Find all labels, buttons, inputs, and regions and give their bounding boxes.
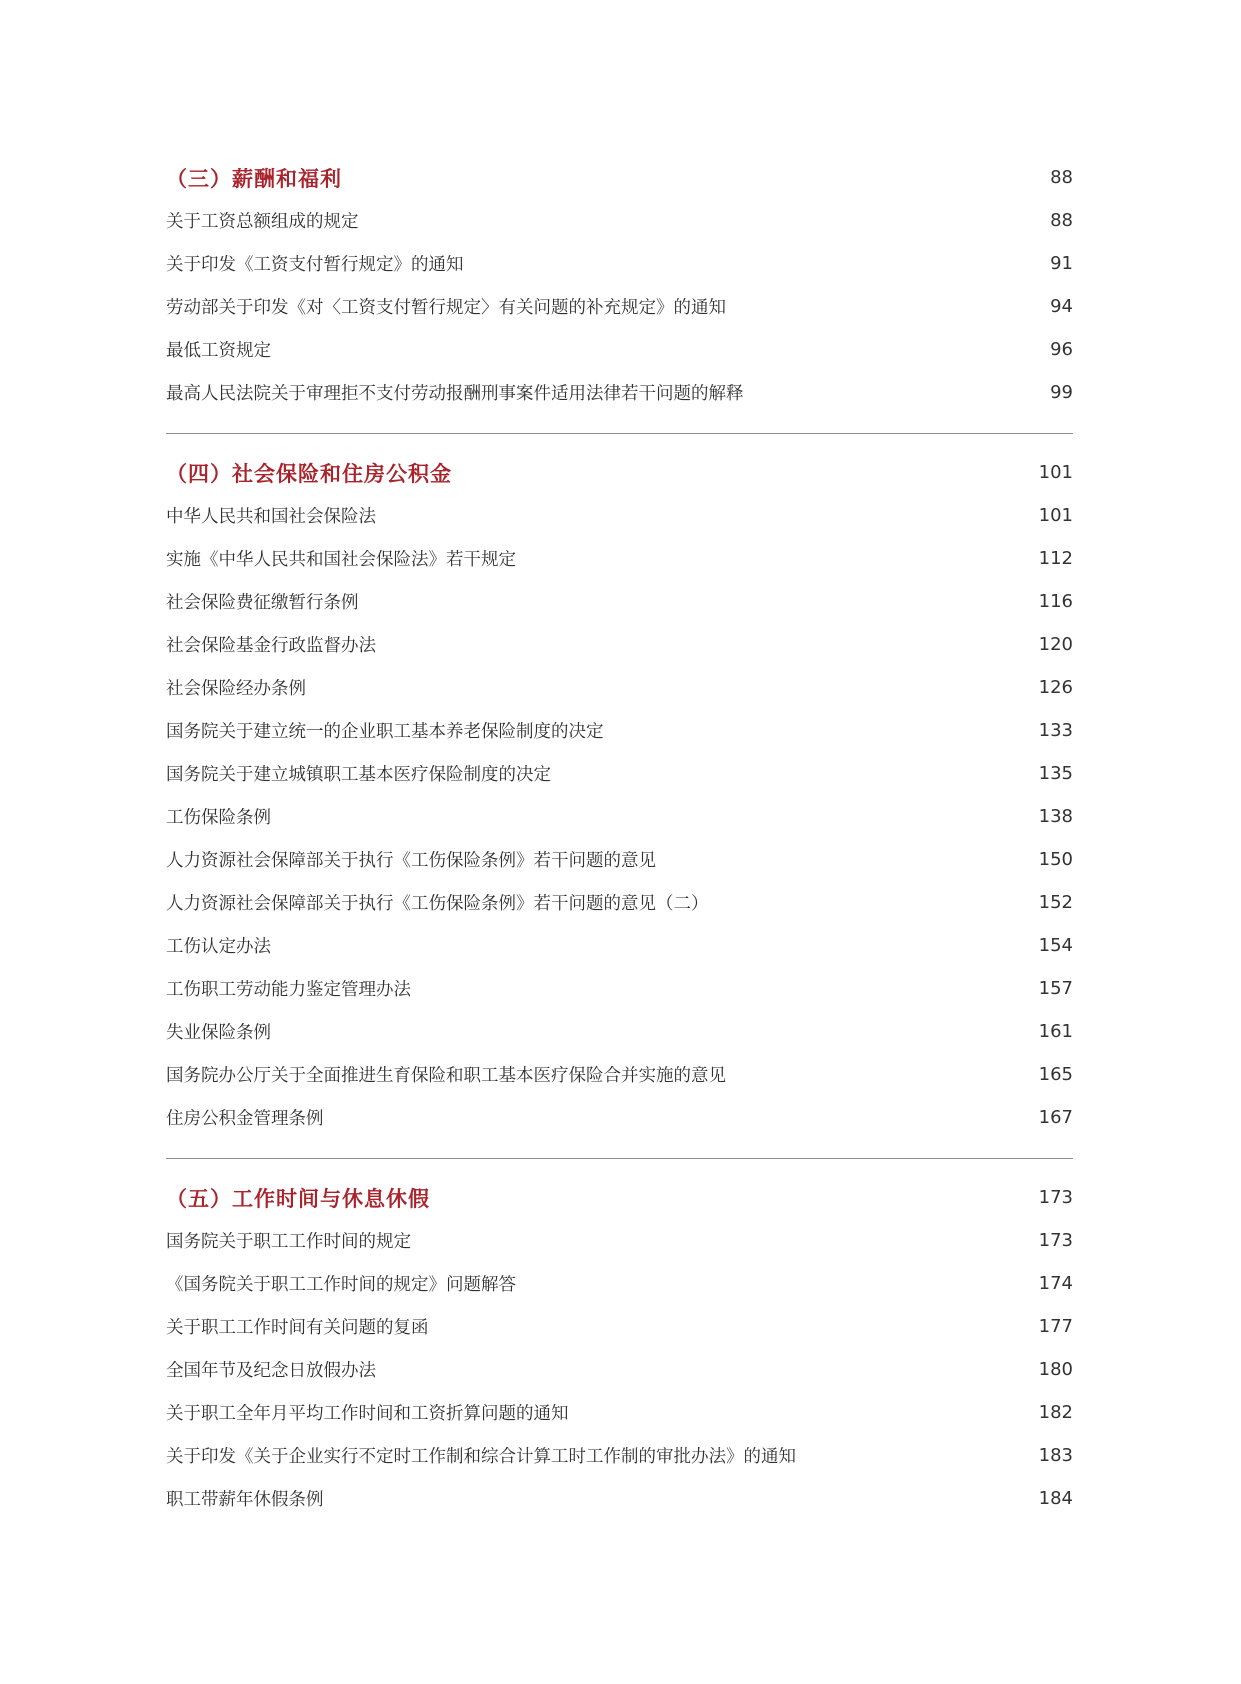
page-number: 150	[1038, 849, 1073, 870]
entry-title: 关于职工全年月平均工作时间和工资折算问题的通知	[166, 1404, 569, 1424]
page-number: 184	[1038, 1488, 1073, 1509]
page-number: 101	[1038, 505, 1073, 526]
page-number: 167	[1038, 1107, 1073, 1128]
entry-title: 住房公积金管理条例	[166, 1109, 324, 1129]
page-number: 161	[1038, 1021, 1073, 1042]
section-heading[interactable]	[166, 156, 1073, 199]
toc-entry[interactable]	[166, 1305, 1073, 1348]
toc-entry[interactable]	[166, 371, 1073, 414]
page-number: 135	[1038, 763, 1073, 784]
page-number: 88	[1050, 210, 1073, 231]
page-number: 174	[1038, 1273, 1073, 1294]
entry-title: 关于印发《关于企业实行不定时工作制和综合计算工时工作制的审批办法》的通知	[166, 1447, 796, 1467]
toc-entry[interactable]	[166, 1348, 1073, 1391]
entry-title: 社会保险经办条例	[166, 679, 306, 699]
toc-entry[interactable]	[166, 709, 1073, 752]
entry-title: 工伤认定办法	[166, 937, 271, 957]
page-number: 126	[1038, 677, 1073, 698]
entry-title: 国务院关于职工工作时间的规定	[166, 1232, 411, 1252]
entry-title: 社会保险费征缴暂行条例	[166, 593, 359, 613]
table-of-contents	[166, 156, 1073, 1520]
toc-entry[interactable]	[166, 1053, 1073, 1096]
page-number: 133	[1038, 720, 1073, 741]
page-number: 157	[1038, 978, 1073, 999]
toc-entry[interactable]	[166, 1391, 1073, 1434]
entry-title: 人力资源社会保障部关于执行《工伤保险条例》若干问题的意见（二）	[166, 894, 709, 914]
toc-entry[interactable]	[166, 838, 1073, 881]
page-number: 180	[1038, 1359, 1073, 1380]
page-number: 112	[1038, 548, 1073, 569]
toc-entry[interactable]	[166, 795, 1073, 838]
toc-entry[interactable]	[166, 580, 1073, 623]
entry-title: 工伤保险条例	[166, 808, 271, 828]
section-title: （三）薪酬和福利	[166, 166, 342, 191]
toc-entry[interactable]	[166, 666, 1073, 709]
entry-title: 关于印发《工资支付暂行规定》的通知	[166, 255, 464, 275]
toc-entry[interactable]	[166, 924, 1073, 967]
toc-entry[interactable]	[166, 1010, 1073, 1053]
section-heading[interactable]	[166, 451, 1073, 494]
entry-title: 劳动部关于印发《对〈工资支付暂行规定〉有关问题的补充规定》的通知	[166, 298, 726, 318]
page-number: 99	[1050, 382, 1073, 403]
section-title: （五）工作时间与休息休假	[166, 1186, 430, 1211]
entry-title: 关于工资总额组成的规定	[166, 212, 359, 232]
page-number: 88	[1050, 167, 1073, 188]
section-title: （四）社会保险和住房公积金	[166, 461, 452, 486]
page-number: 165	[1038, 1064, 1073, 1085]
page-number: 94	[1050, 296, 1073, 317]
page-number: 173	[1038, 1187, 1073, 1208]
toc-entry[interactable]	[166, 1262, 1073, 1305]
page-number: 116	[1038, 591, 1073, 612]
toc-entry[interactable]	[166, 1434, 1073, 1477]
toc-entry[interactable]	[166, 537, 1073, 580]
page-number: 96	[1050, 339, 1073, 360]
toc-section-4	[166, 433, 1073, 1139]
page-number: 120	[1038, 634, 1073, 655]
toc-entry[interactable]	[166, 881, 1073, 924]
toc-entry[interactable]	[166, 1096, 1073, 1139]
toc-entry[interactable]	[166, 1477, 1073, 1520]
entry-title: 关于职工工作时间有关问题的复函	[166, 1318, 429, 1338]
entry-title: 最高人民法院关于审理拒不支付劳动报酬刑事案件适用法律若干问题的解释	[166, 384, 744, 404]
page-number: 182	[1038, 1402, 1073, 1423]
toc-entry[interactable]	[166, 752, 1073, 795]
page-number: 177	[1038, 1316, 1073, 1337]
entry-title: 工伤职工劳动能力鉴定管理办法	[166, 980, 411, 1000]
entry-title: 社会保险基金行政监督办法	[166, 636, 376, 656]
page-number: 183	[1038, 1445, 1073, 1466]
entry-title: 人力资源社会保障部关于执行《工伤保险条例》若干问题的意见	[166, 851, 656, 871]
toc-entry[interactable]	[166, 494, 1073, 537]
entry-title: 职工带薪年休假条例	[166, 1490, 324, 1510]
page-number: 154	[1038, 935, 1073, 956]
page-number: 152	[1038, 892, 1073, 913]
toc-entry[interactable]	[166, 623, 1073, 666]
entry-title: 最低工资规定	[166, 341, 271, 361]
entry-title: 《国务院关于职工工作时间的规定》问题解答	[166, 1275, 516, 1295]
toc-entry[interactable]	[166, 242, 1073, 285]
toc-section-3	[166, 156, 1073, 414]
toc-entry[interactable]	[166, 967, 1073, 1010]
page-number: 101	[1038, 462, 1073, 483]
entry-title: 中华人民共和国社会保险法	[166, 507, 376, 527]
toc-entry[interactable]	[166, 328, 1073, 371]
page-number: 173	[1038, 1230, 1073, 1251]
entry-title: 失业保险条例	[166, 1023, 271, 1043]
section-heading[interactable]	[166, 1176, 1073, 1219]
toc-entry[interactable]	[166, 1219, 1073, 1262]
entry-title: 全国年节及纪念日放假办法	[166, 1361, 376, 1381]
entry-title: 国务院关于建立统一的企业职工基本养老保险制度的决定	[166, 722, 604, 742]
entry-title: 国务院关于建立城镇职工基本医疗保险制度的决定	[166, 765, 551, 785]
page-number: 138	[1038, 806, 1073, 827]
toc-section-5	[166, 1158, 1073, 1520]
entry-title: 国务院办公厅关于全面推进生育保险和职工基本医疗保险合并实施的意见	[166, 1066, 726, 1086]
toc-entry[interactable]	[166, 285, 1073, 328]
entry-title: 实施《中华人民共和国社会保险法》若干规定	[166, 550, 516, 570]
toc-entry[interactable]	[166, 199, 1073, 242]
page-number: 91	[1050, 253, 1073, 274]
